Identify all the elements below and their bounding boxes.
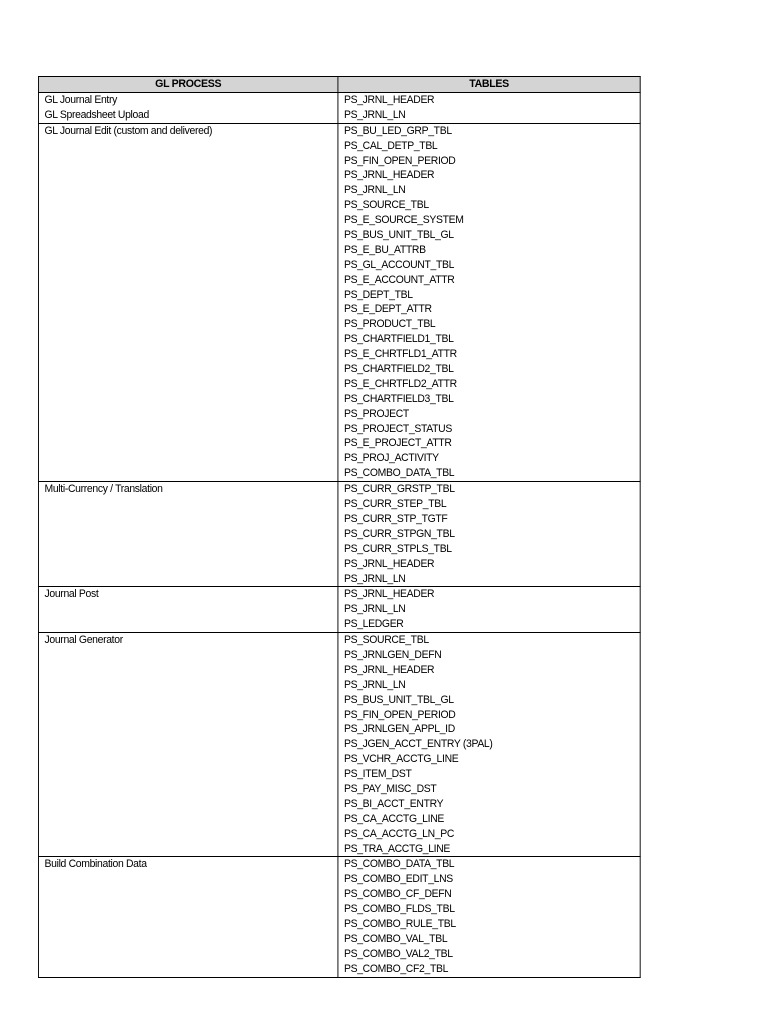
table-name: PS_CHARTFIELD1_TBL xyxy=(343,333,454,346)
table-name: PS_ITEM_DST xyxy=(343,768,412,781)
tables-cell xyxy=(338,633,640,857)
table-name: PS_CHARTFIELD2_TBL xyxy=(343,363,454,376)
process-cell xyxy=(38,93,337,124)
table-row xyxy=(38,482,640,587)
table-name: PS_BU_LED_GRP_TBL xyxy=(343,124,452,137)
table-name: PS_JRNLGEN_APPL_ID xyxy=(343,723,455,736)
table-name: PS_FIN_OPEN_PERIOD xyxy=(343,154,456,167)
table-name: PS_CAL_DETP_TBL xyxy=(343,139,438,152)
table-row xyxy=(38,857,640,977)
process-name: Journal Generator xyxy=(44,634,123,647)
table-name: PS_CHARTFIELD3_TBL xyxy=(343,392,454,405)
table-name: PS_COMBO_EDIT_LNS xyxy=(343,873,453,886)
table-name: PS_E_CHRTFLD1_ATTR xyxy=(343,348,457,361)
table-name: PS_JRNL_HEADER xyxy=(343,588,435,601)
table-row xyxy=(38,93,640,124)
table-name: PS_COMBO_RULE_TBL xyxy=(343,917,456,930)
table-name: PS_CURR_STPGN_TBL xyxy=(343,527,455,540)
table-name: PS_CA_ACCTG_LN_PC xyxy=(343,827,455,840)
table-name: PS_PROJECT xyxy=(343,407,409,420)
process-name: GL Journal Edit (custom and delivered) xyxy=(44,124,213,137)
table-name: PS_BUS_UNIT_TBL_GL xyxy=(343,229,454,242)
process-name: Build Combination Data xyxy=(44,858,147,871)
table-name: PS_E_CHRTFLD2_ATTR xyxy=(343,377,457,390)
table-name: PS_JRNL_LN xyxy=(343,184,406,197)
table-name: PS_E_DEPT_ATTR xyxy=(343,303,432,316)
gl-process-tables-table xyxy=(38,76,641,978)
tables-cell xyxy=(338,93,640,124)
table-body xyxy=(38,93,640,978)
table-name: PS_PROJECT_STATUS xyxy=(343,422,452,435)
table-name: PS_CURR_STPLS_TBL xyxy=(343,542,452,555)
table-name: PS_BUS_UNIT_TBL_GL xyxy=(343,693,454,706)
tables-cell xyxy=(338,857,640,977)
table-name: PS_DEPT_TBL xyxy=(343,288,413,301)
table-name: PS_BI_ACCT_ENTRY xyxy=(343,797,444,810)
table-name: PS_JRNL_HEADER xyxy=(343,663,435,676)
table-name: PS_PAY_MISC_DST xyxy=(343,782,437,795)
table-name: PS_PRODUCT_TBL xyxy=(343,318,436,331)
table-name: PS_COMBO_CF_DEFN xyxy=(343,888,452,901)
process-cell xyxy=(38,633,337,857)
table-name: PS_JRNL_HEADER xyxy=(343,557,435,570)
table-name: PS_JRNL_HEADER xyxy=(343,94,435,106)
table-row xyxy=(38,123,640,481)
table-name: PS_LEDGER xyxy=(343,618,404,631)
table-name: PS_VCHR_ACCTG_LINE xyxy=(343,753,459,766)
table-name: PS_JRNL_LN xyxy=(343,603,406,616)
tables-cell xyxy=(338,123,640,481)
process-cell xyxy=(38,587,337,633)
table-name: PS_GL_ACCOUNT_TBL xyxy=(343,258,455,271)
table-name: PS_COMBO_VAL2_TBL xyxy=(343,947,453,960)
table-name: PS_CURR_STEP_TBL xyxy=(343,498,447,511)
process-cell xyxy=(38,123,337,481)
table-name: PS_JRNL_HEADER xyxy=(343,169,435,182)
process-cell xyxy=(38,482,337,587)
table-row xyxy=(38,587,640,633)
table-name: PS_COMBO_VAL_TBL xyxy=(343,932,448,945)
process-cell xyxy=(38,857,337,977)
table-name: PS_CURR_GRSTP_TBL xyxy=(343,483,455,496)
table-name: PS_E_SOURCE_SYSTEM xyxy=(343,214,464,227)
process-name: Multi-Currency / Translation xyxy=(44,483,163,496)
table-name: PS_E_PROJECT_ATTR xyxy=(343,437,452,450)
header-tables: TABLES xyxy=(338,77,640,93)
table-name: PS_E_ACCOUNT_ATTR xyxy=(343,273,455,286)
table-name: PS_COMBO_DATA_TBL xyxy=(343,858,455,871)
table-name: PS_JRNL_LN xyxy=(343,108,406,121)
table-name: PS_FIN_OPEN_PERIOD xyxy=(343,708,456,721)
table-name: PS_PROJ_ACTIVITY xyxy=(343,452,439,465)
table-name: PS_JRNL_LN xyxy=(343,572,406,585)
table-name: PS_JGEN_ACCT_ENTRY (3PAL) xyxy=(343,738,493,751)
tables-cell xyxy=(338,482,640,587)
table-header-row xyxy=(38,77,640,93)
table-name: PS_SOURCE_TBL xyxy=(343,634,429,647)
header-gl-process: GL PROCESS xyxy=(38,77,337,93)
tables-cell xyxy=(338,587,640,633)
table-name: PS_SOURCE_TBL xyxy=(343,199,429,212)
table-name: PS_CA_ACCTG_LINE xyxy=(343,812,445,825)
table-row xyxy=(38,633,640,857)
table-name: PS_JRNL_LN xyxy=(343,678,406,691)
table-name: PS_COMBO_FLDS_TBL xyxy=(343,903,455,916)
table-name: PS_COMBO_CF2_TBL xyxy=(343,962,449,975)
table-name: PS_JRNLGEN_DEFN xyxy=(343,648,442,661)
table-name: PS_COMBO_DATA_TBL xyxy=(343,467,455,480)
process-name: GL Journal Entry xyxy=(44,94,117,106)
table-name: PS_TRA_ACCTG_LINE xyxy=(343,842,451,855)
table-name: PS_E_BU_ATTRB xyxy=(343,243,426,256)
process-name: GL Spreadsheet Upload xyxy=(44,108,149,121)
table-name: PS_CURR_STP_TGTF xyxy=(343,512,448,525)
process-name: Journal Post xyxy=(44,588,99,601)
